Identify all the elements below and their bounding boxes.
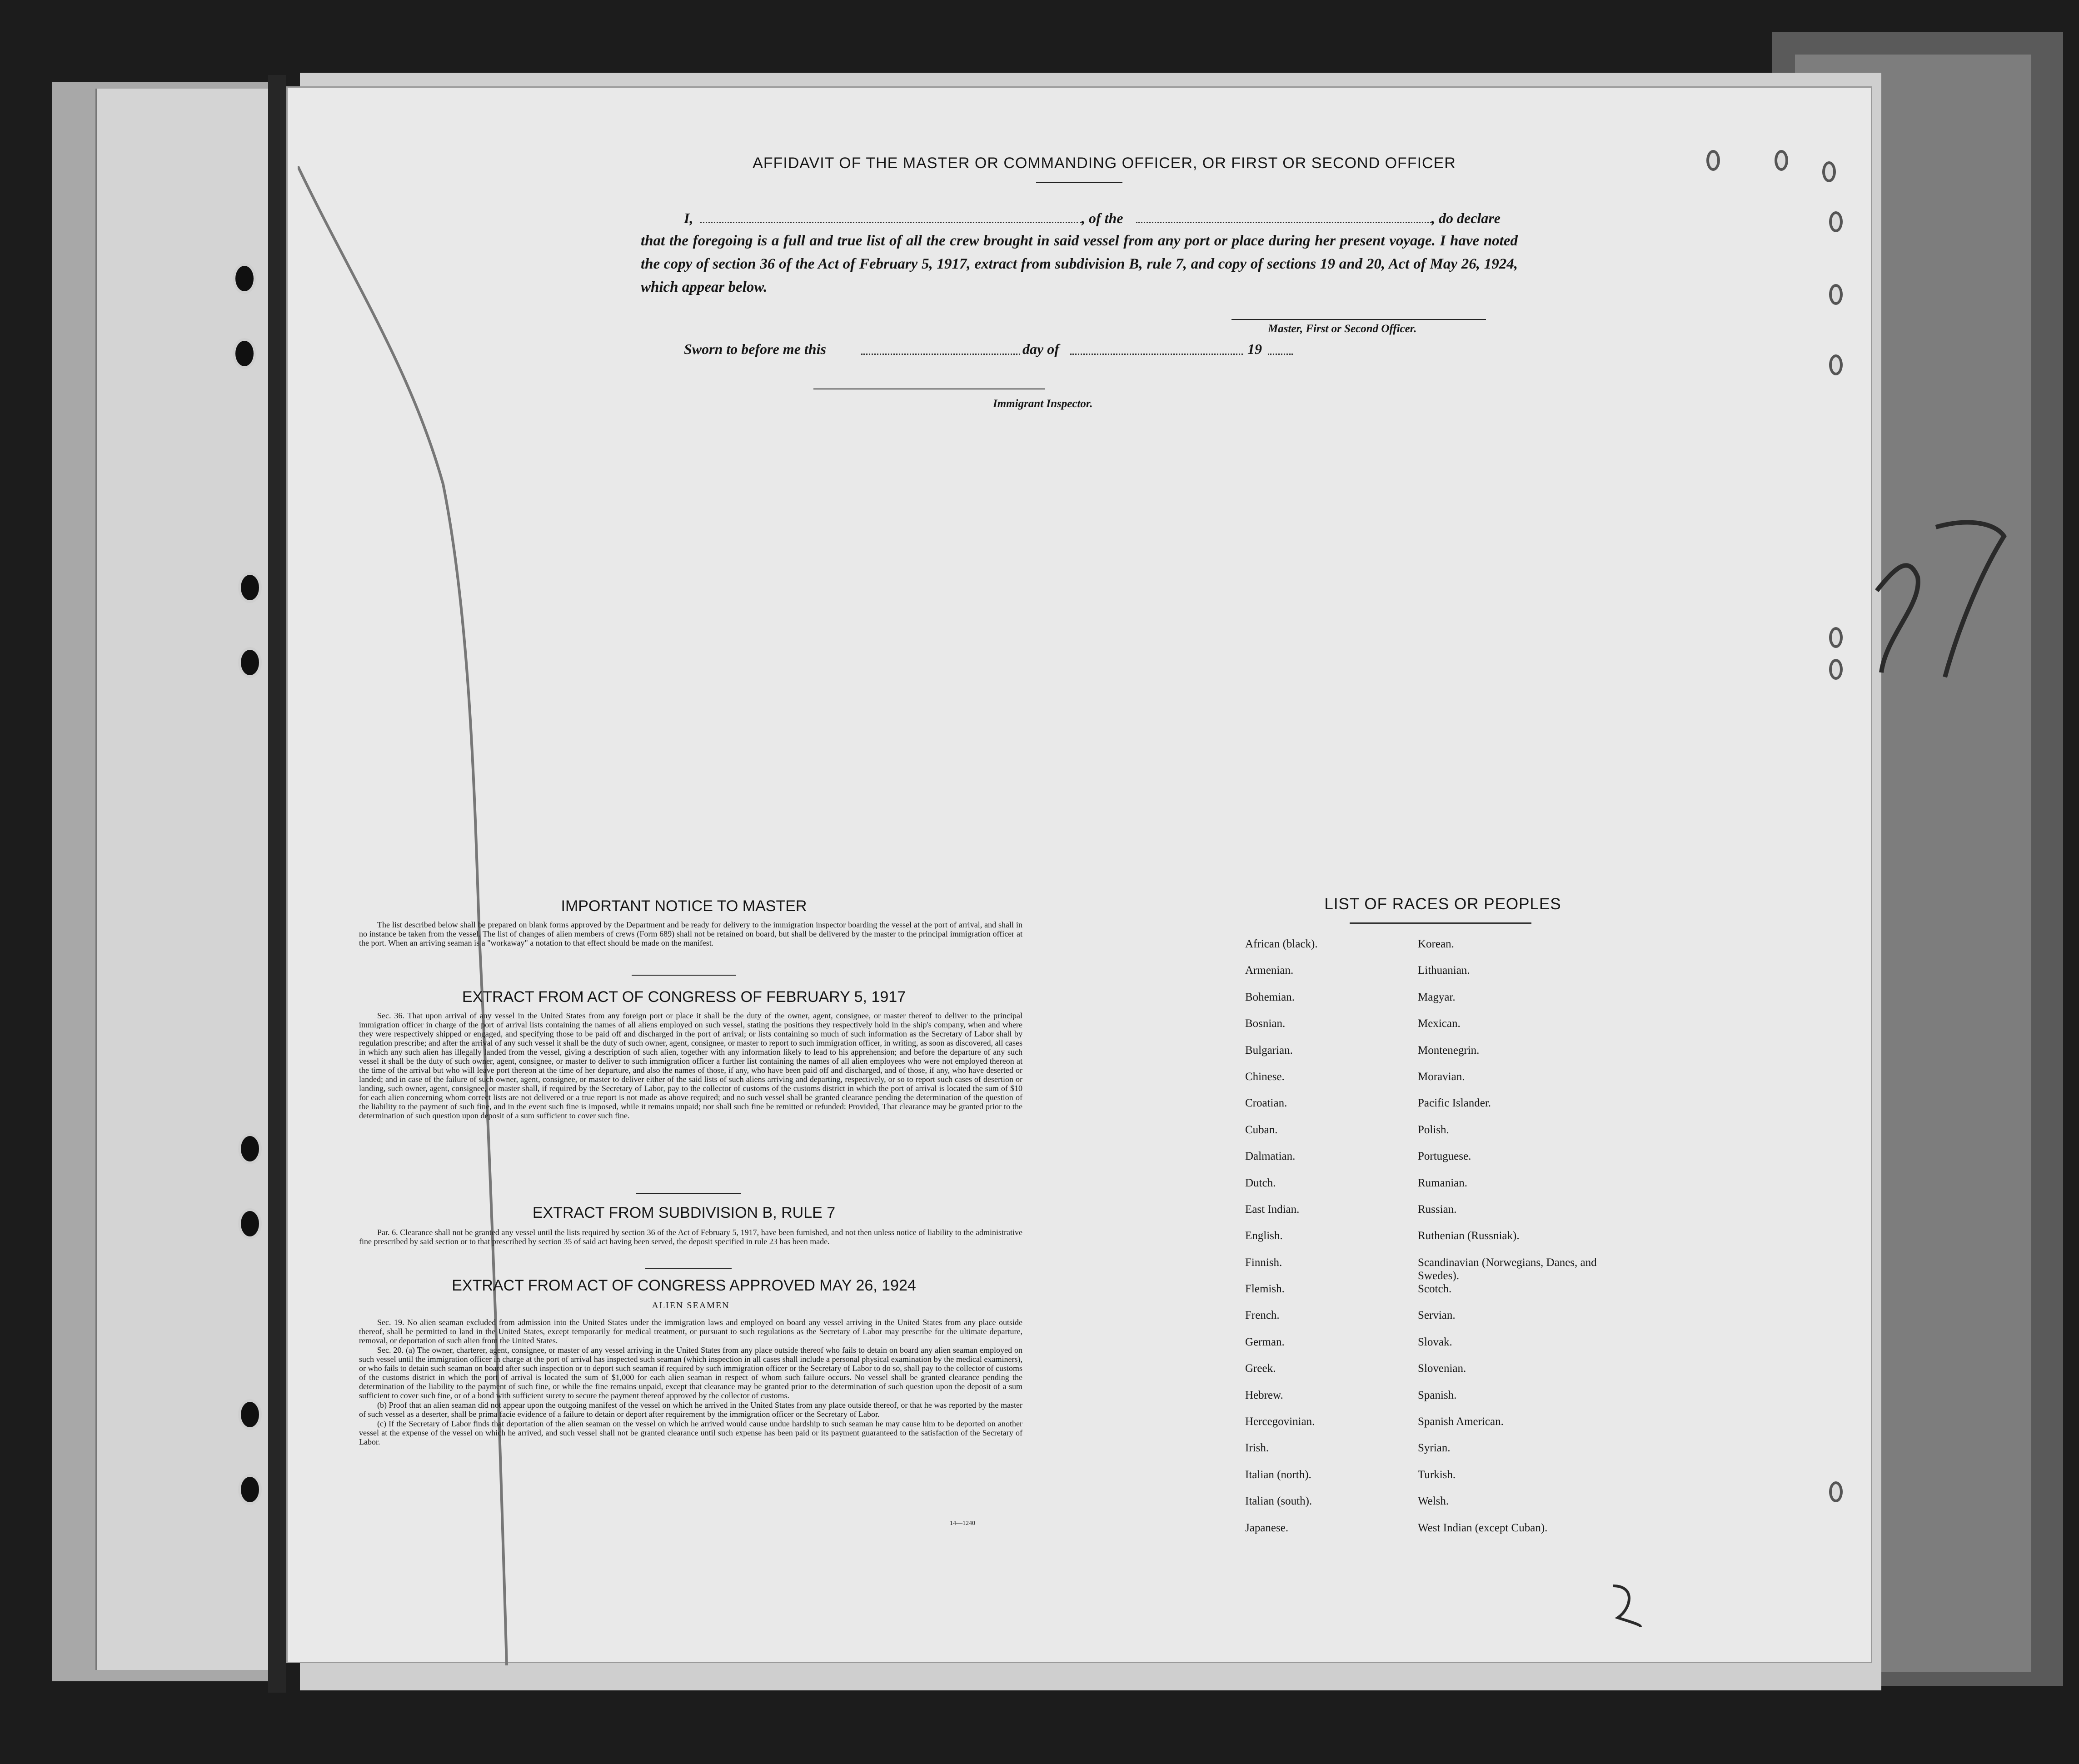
- binding-hole-icon: [1829, 1481, 1843, 1502]
- master-signature-line: [1231, 319, 1486, 320]
- affidavit-body: that the foregoing is a full and true list of all the crew brought in said vessel from any port or place during her present voyage. I have noted the copy of section 36 of the Act of February 5, 1917, extract from subdivision B, rule 7, and copy of sections 19 and 20, Act of May 26, 1924, which appear below.: [641, 233, 1518, 295]
- race-item: Dalmatian.: [1245, 1150, 1296, 1163]
- race-item: Magyar.: [1418, 991, 1456, 1003]
- race-item: Slovenian.: [1418, 1362, 1466, 1375]
- race-item: Italian (south).: [1245, 1495, 1312, 1508]
- binding-hole-icon: [241, 1402, 259, 1427]
- race-item: Spanish American.: [1418, 1415, 1504, 1428]
- extract-1924-title: EXTRACT FROM ACT OF CONGRESS APPROVED MAY 26, 1924: [452, 1277, 916, 1294]
- race-item: Rumanian.: [1418, 1176, 1468, 1189]
- sec36-paragraph: Sec. 36. That upon arrival of any vessel in the United States from any foreign port or place it shall be the duty of the owner, agent, consignee, or master thereof to deliver to the principal immigration officer in charge of the port of arrival lists containing the names of all aliens employed on such vessel, stating the positions they respectively hold in the ship's company, when and where they were respectively shipped or engaged, and specifying those to be paid off and discharged in the port of arrival; or lists containing so much of such information as the Secretary of Labor shall by regulation prescribe; and after the arrival of any such vessel it shall be the duty of such owner, agent, consignee, or master to report to such immigration officer, in writing, as soon as discovered, all cases in which any such alien has illegally landed from the vessel, giving a description of such alien, together with any information likely to lead to his apprehension; and before the departure of any such vessel it shall be the duty of such owner, agent, consignee, or master to deliver to such immigration officer a further list containing the names of all alien employees who were not employed thereon at the time of the arrival but who will leave port thereon at the time of her departure, and also the names of those, if any, who have been paid off and discharged, and of those, if any, who have deserted or landed; and in case of the failure of such owner, agent, consignee, or master to deliver either of the said lists of such aliens arriving and departing, respectively, or so to report such cases of desertion or landing, such owner, agent, consignee, or master shall, if required by the Secretary of Labor, pay to the collector of customs of the customs district in which the port of arrival is located the sum of $10 for each alien concerning whom correct lists are not delivered or a true report is not made as above required; and no such vessel shall be granted clearance pending the determination of the question of the liability to the payment of such fine, and in the event such fine is imposed, while it remains unpaid; nor shall such fine be remitted or refunded: Provided, That clearance may be granted prior to the determination of such question upon deposit of a sum sufficient to cover such fine.: [359, 1011, 1022, 1120]
- binding-hole-icon: [1706, 150, 1720, 171]
- race-item: Chinese.: [1245, 1070, 1285, 1083]
- race-item: Montenegrin.: [1418, 1044, 1480, 1056]
- race-item: Cuban.: [1245, 1123, 1278, 1136]
- race-item: Turkish.: [1418, 1468, 1456, 1481]
- binding-hole-icon: [235, 341, 254, 366]
- binding-hole-icon: [241, 1211, 259, 1236]
- master-signature-label: Master, First or Second Officer.: [1268, 323, 1417, 335]
- vessel-blank: [1136, 222, 1431, 223]
- race-item: Italian (north).: [1245, 1468, 1311, 1481]
- race-item: Servian.: [1418, 1309, 1456, 1322]
- race-item: Irish.: [1245, 1442, 1269, 1455]
- sworn-text: Sworn to before me this: [684, 341, 826, 357]
- race-item: Dutch.: [1245, 1176, 1276, 1189]
- race-item: Pacific Islander.: [1418, 1097, 1491, 1110]
- binding-hole-icon: [241, 1136, 259, 1161]
- race-item: Bulgarian.: [1245, 1044, 1293, 1056]
- sec20c-paragraph: (c) If the Secretary of Labor finds that deportation of the alien seaman on the vessel on which he arrived would cause undue hardship to such seaman he may cause him to be deported on another vessel at the expense of the vessel on which he arrived, and such vessel shall not be granted clearance until such expense has been paid or its payment guaranteed to the satisfaction of the Secretary of Labor.: [359, 1419, 1022, 1446]
- race-item: Welsh.: [1418, 1495, 1449, 1508]
- rule7-title: EXTRACT FROM SUBDIVISION B, RULE 7: [532, 1204, 836, 1221]
- name-blank: [700, 222, 1082, 223]
- races-divider: [1350, 922, 1531, 924]
- race-item: Mexican.: [1418, 1017, 1461, 1030]
- rule7-text: [359, 1228, 1022, 1246]
- race-item: Spanish.: [1418, 1389, 1457, 1401]
- races-right-column: [1418, 937, 1609, 1548]
- notice-paragraph: The list described below shall be prepared on blank forms approved by the Department and be ready for delivery to the immigration inspector boarding the vessel at the port of arrival, and shall in no instance be taken from the vessel. The list of changes of alien members of crews (Form 689) shall not be retained on board, but shall be delivered by the master to the principal immigration officer at the port. When an arriving seaman is a "workaway" a notation to that effect should be made on the manifest.: [359, 920, 1022, 947]
- extract-1917-title: EXTRACT FROM ACT OF CONGRESS OF FEBRUARY 5, 1917: [462, 988, 906, 1006]
- race-item: Korean.: [1418, 938, 1454, 950]
- handwritten-mark: [1868, 500, 2013, 682]
- race-item: Armenian.: [1245, 964, 1294, 977]
- race-item: Ruthenian (Russniak).: [1418, 1230, 1520, 1242]
- binding-hole-icon: [241, 575, 259, 600]
- race-item: Syrian.: [1418, 1442, 1451, 1455]
- sec20b-paragraph: (b) Proof that an alien seaman did not appear upon the outgoing manifest of the vessel on which he arrived in the United States from any place outside thereof, or that he was reported by the master of such vessel as a deserter, shall be prima facie evidence of a failure to detain or deport after requirement by the immigration officer or the Secretary of Labor.: [359, 1400, 1022, 1419]
- form-number: 14—1240: [950, 1520, 975, 1527]
- race-item: Flemish.: [1245, 1283, 1285, 1296]
- par6-paragraph: Par. 6. Clearance shall not be granted any vessel until the lists required by section 36 of the Act of February 5, 1917, have been furnished, and not then unless notice of liability to the administrative fine prescribed by said section or to that prescribed by section 35 of said act having been served, the deposit specified in rule 23 has been made.: [359, 1228, 1022, 1246]
- notice-title: IMPORTANT NOTICE TO MASTER: [561, 897, 807, 915]
- race-item: Croatian.: [1245, 1097, 1287, 1110]
- races-title: LIST OF RACES OR PEOPLES: [1324, 895, 1561, 913]
- sec19-paragraph: Sec. 19. No alien seaman excluded from admission into the United States under the immigration laws and employed on board any vessel arriving in the United States from any place outside thereof, shall be permitted to land in the United States, except temporarily for medical treatment, or pursuant to such regulations as the Secretary of Labor may prescribe for the ultimate departure, removal, or deportation of such alien from the United States.: [359, 1318, 1022, 1345]
- race-item: Slovak.: [1418, 1335, 1452, 1348]
- section-divider: [645, 1268, 732, 1269]
- section-divider: [636, 1193, 741, 1194]
- affidavit-declare: , do declare: [1431, 210, 1501, 226]
- races-left-column: [1245, 937, 1318, 1548]
- race-item: African (black).: [1245, 938, 1318, 950]
- affidavit-title: AFFIDAVIT OF THE MASTER OR COMMANDING OFFICER, OR FIRST OR SECOND OFFICER: [753, 154, 1456, 172]
- race-item: Greek.: [1245, 1362, 1276, 1375]
- race-item: Finnish.: [1245, 1256, 1282, 1269]
- section-divider: [632, 975, 736, 976]
- binding-hole-icon: [241, 650, 259, 675]
- race-item: West Indian (except Cuban).: [1418, 1521, 1548, 1534]
- binding-hole-icon: [235, 266, 254, 291]
- race-item: Russian.: [1418, 1203, 1457, 1216]
- binding-hole-icon: [1829, 211, 1843, 232]
- left-page-flap: [95, 89, 279, 1670]
- race-item: Bosnian.: [1245, 1017, 1286, 1030]
- binding-hole-icon: [1829, 659, 1843, 680]
- day-of-text: day of: [1022, 341, 1059, 357]
- race-item: Scandinavian (Norwegians, Danes, and Swedes).: [1418, 1256, 1597, 1282]
- race-item: English.: [1245, 1230, 1283, 1242]
- binding-hole-icon: [1822, 161, 1836, 182]
- title-divider: [1036, 182, 1122, 183]
- handwritten-mark: [1604, 1581, 1645, 1631]
- inspector-label: Immigrant Inspector.: [993, 398, 1093, 410]
- race-item: Bohemian.: [1245, 991, 1295, 1003]
- extract-1924-text: [359, 1318, 1022, 1447]
- sworn-year-blank: [1268, 354, 1293, 355]
- race-item: Moravian.: [1418, 1070, 1465, 1083]
- year-prefix: 19: [1247, 341, 1262, 357]
- race-item: Hercegovinian.: [1245, 1415, 1315, 1428]
- binding-hole-icon: [241, 1477, 259, 1502]
- race-item: Portuguese.: [1418, 1150, 1471, 1163]
- sworn-day-blank: [861, 354, 1020, 355]
- race-item: East Indian.: [1245, 1203, 1300, 1216]
- alien-seamen-subtitle: ALIEN SEAMEN: [652, 1301, 730, 1311]
- race-item: French.: [1245, 1309, 1280, 1322]
- binding-hole-icon: [1829, 627, 1843, 648]
- race-item: Lithuanian.: [1418, 964, 1470, 977]
- extract-1917-text: [359, 1011, 1022, 1121]
- race-item: Hebrew.: [1245, 1389, 1283, 1401]
- affidavit-of-the: , of the: [1082, 210, 1123, 226]
- sec20a-paragraph: Sec. 20. (a) The owner, charterer, agent, consignee, or master of any vessel arriving in the United States from any place outside thereof who fails to detain on board any alien seaman employed on such vessel until the immigration officer in charge at the port of arrival has inspected such seaman (which inspection in all cases shall include a personal physical examination by the medical examiners), or who fails to detain such seaman on board after such inspection or to deport such seaman if required by such immigration officer or the Secretary of Labor to do so, shall pay to the collector of customs of the customs district in which the port of arrival is located the sum of $1,000 for each alien seaman in respect of whom such failure occurs. No vessel shall be granted clearance pending the determination of the liability to the payment of such fine, or while the fine remains unpaid, except that clearance may be granted prior to the determination of such question upon the deposit of a sum sufficient to cover such fine, or of a bond with sufficient surety to secure the payment thereof approved by the collector of customs.: [359, 1345, 1022, 1400]
- binding-strip: [268, 75, 286, 1693]
- race-item: Japanese.: [1245, 1521, 1289, 1534]
- race-item: German.: [1245, 1335, 1285, 1348]
- binding-hole-icon: [1775, 150, 1788, 171]
- race-item: Polish.: [1418, 1123, 1449, 1136]
- binding-hole-icon: [1829, 354, 1843, 375]
- sworn-month-blank: [1070, 354, 1243, 355]
- binding-hole-icon: [1829, 284, 1843, 305]
- race-item: Scotch.: [1418, 1283, 1452, 1296]
- notice-text: [359, 920, 1022, 948]
- affidavit-i: I,: [684, 210, 693, 226]
